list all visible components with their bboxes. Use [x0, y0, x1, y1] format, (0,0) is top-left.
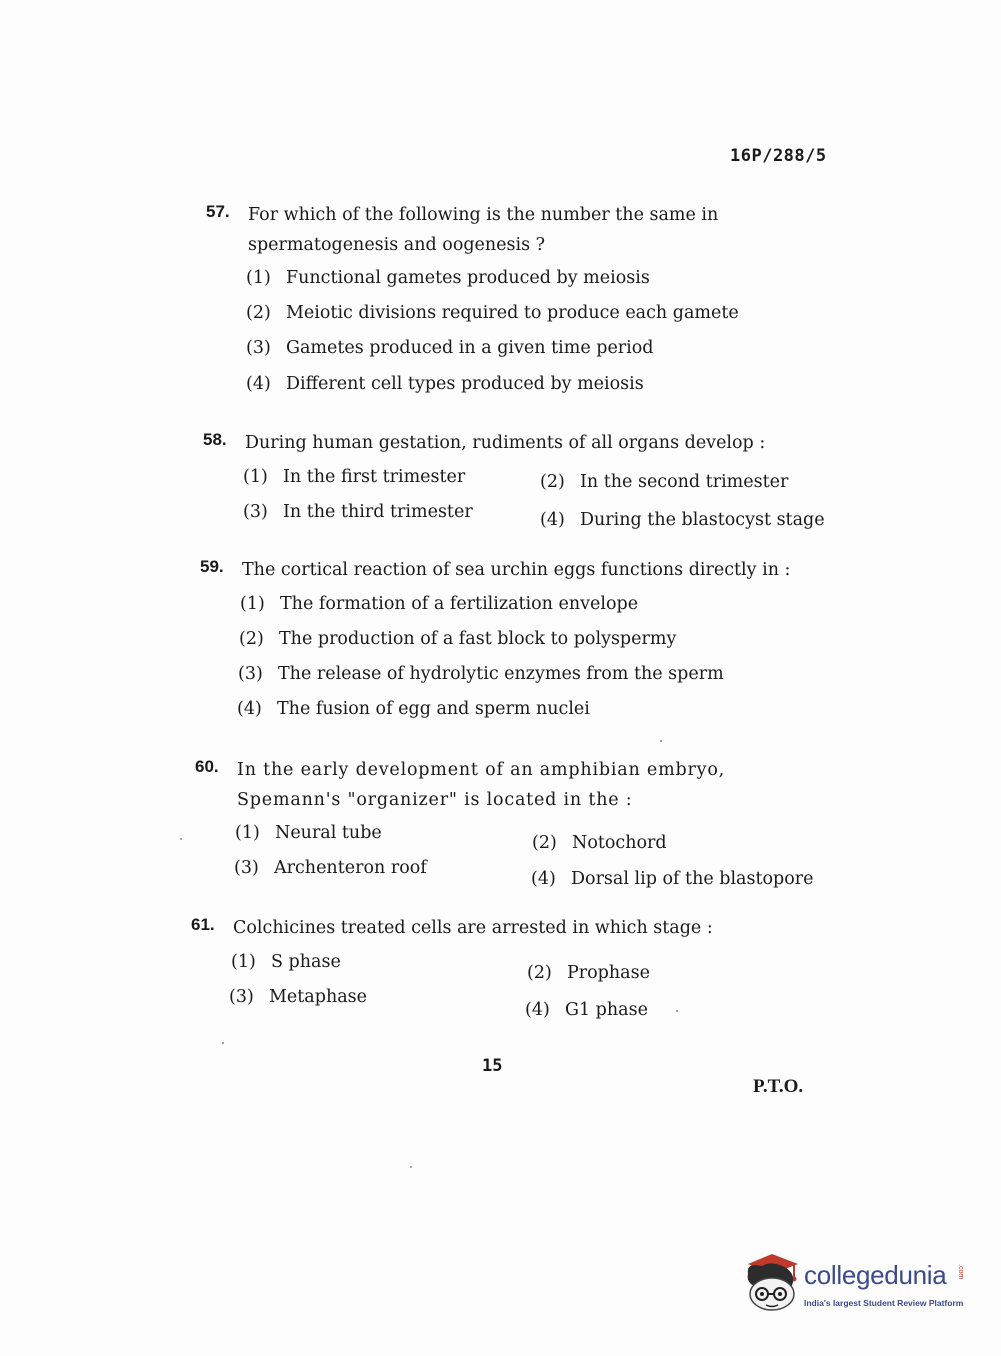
- option-4: [237, 699, 590, 719]
- option-text: Dorsal lip of the blastopore: [571, 869, 814, 889]
- option-number: (2): [540, 472, 565, 492]
- question-number: 58.: [203, 430, 227, 449]
- collegedunia-logo: [742, 1250, 972, 1320]
- option-number: (3): [234, 858, 259, 878]
- option-number: (1): [243, 467, 268, 487]
- question-text: During human gestation, rudiments of all organs develop :: [245, 433, 766, 453]
- option-2: [540, 472, 788, 492]
- option-2: [239, 629, 676, 649]
- option-number: (3): [229, 987, 254, 1007]
- question-text: In the early development of an amphibian embryo, Spemann's "organizer" is located in the :: [237, 760, 726, 810]
- option-1: [243, 467, 465, 487]
- please-turn-over: P.T.O.: [753, 1076, 804, 1097]
- page-number: 15: [482, 1056, 503, 1076]
- option-4: [531, 869, 814, 889]
- brand-name: collegedunia: [804, 1260, 947, 1290]
- option-text: Metaphase: [269, 987, 367, 1007]
- option-3: [243, 502, 473, 522]
- option-number: (3): [243, 502, 268, 522]
- option-1: [240, 594, 638, 614]
- option-number: (4): [540, 510, 565, 530]
- option-number: (4): [237, 699, 262, 719]
- brand-tagline: India's largest Student Review Platform: [804, 1298, 964, 1308]
- option-number: (2): [532, 833, 557, 853]
- option-text: Prophase: [567, 963, 650, 983]
- option-text: Different cell types produced by meiosis: [286, 374, 644, 394]
- option-3: [238, 664, 724, 684]
- option-text: G1 phase: [565, 1000, 648, 1020]
- option-number: (3): [238, 664, 263, 684]
- option-text: In the first trimester: [283, 467, 466, 487]
- option-2: [527, 963, 650, 983]
- option-number: (1): [231, 952, 256, 972]
- option-number: (3): [246, 338, 271, 358]
- scan-speck: [660, 740, 662, 742]
- option-text: Meiotic divisions required to produce each gamete: [286, 303, 739, 323]
- option-3: [234, 858, 427, 878]
- question-text: Colchicines treated cells are arrested in which stage :: [233, 918, 713, 938]
- paper-code: 16P/288/5: [730, 146, 827, 166]
- option-number: (4): [531, 869, 556, 889]
- scan-speck: [180, 838, 182, 840]
- option-text: The release of hydrolytic enzymes from the sperm: [278, 664, 724, 684]
- option-number: (2): [239, 629, 264, 649]
- option-number: (1): [240, 594, 265, 614]
- option-number: (2): [527, 963, 552, 983]
- question-text: The cortical reaction of sea urchin eggs functions directly in :: [242, 560, 791, 580]
- question-number: 57.: [206, 202, 230, 221]
- option-text: Functional gametes produced by meiosis: [286, 268, 650, 288]
- option-4: [246, 374, 644, 394]
- option-text: Archenteron roof: [274, 858, 427, 878]
- scan-speck: [410, 1166, 412, 1168]
- mascot-icon: [742, 1250, 804, 1314]
- option-text: Gametes produced in a given time period: [286, 338, 654, 358]
- option-text: Neural tube: [275, 823, 382, 843]
- question-number: 60.: [195, 757, 219, 776]
- option-text: Notochord: [572, 833, 667, 853]
- option-1: [231, 952, 341, 972]
- scan-speck: [676, 1010, 678, 1012]
- option-3: [229, 987, 367, 1007]
- question-text: For which of the following is the number the same in spermatogenesis and oogenesis ?: [248, 205, 719, 255]
- option-number: (2): [246, 303, 271, 323]
- option-text: During the blastocyst stage: [580, 510, 825, 530]
- option-text: In the third trimester: [283, 502, 473, 522]
- option-number: (4): [246, 374, 271, 394]
- option-text: The formation of a fertilization envelope: [280, 594, 639, 614]
- option-1: [235, 823, 382, 843]
- option-text: The fusion of egg and sperm nuclei: [277, 699, 590, 719]
- option-2: [532, 833, 667, 853]
- option-number: (4): [525, 1000, 550, 1020]
- scan-speck: [222, 1042, 224, 1044]
- option-1: [246, 268, 650, 288]
- option-2: [246, 303, 739, 323]
- option-text: S phase: [271, 952, 341, 972]
- brand-suffix: .com: [957, 1264, 964, 1280]
- option-text: The production of a fast block to polyspermy: [279, 629, 677, 649]
- question-number: 59.: [200, 557, 224, 576]
- question-number: 61.: [191, 915, 215, 934]
- option-text: In the second trimester: [580, 472, 789, 492]
- option-number: (1): [246, 268, 271, 288]
- option-3: [246, 338, 654, 358]
- option-4: [540, 510, 825, 530]
- option-number: (1): [235, 823, 260, 843]
- option-4: [525, 1000, 648, 1020]
